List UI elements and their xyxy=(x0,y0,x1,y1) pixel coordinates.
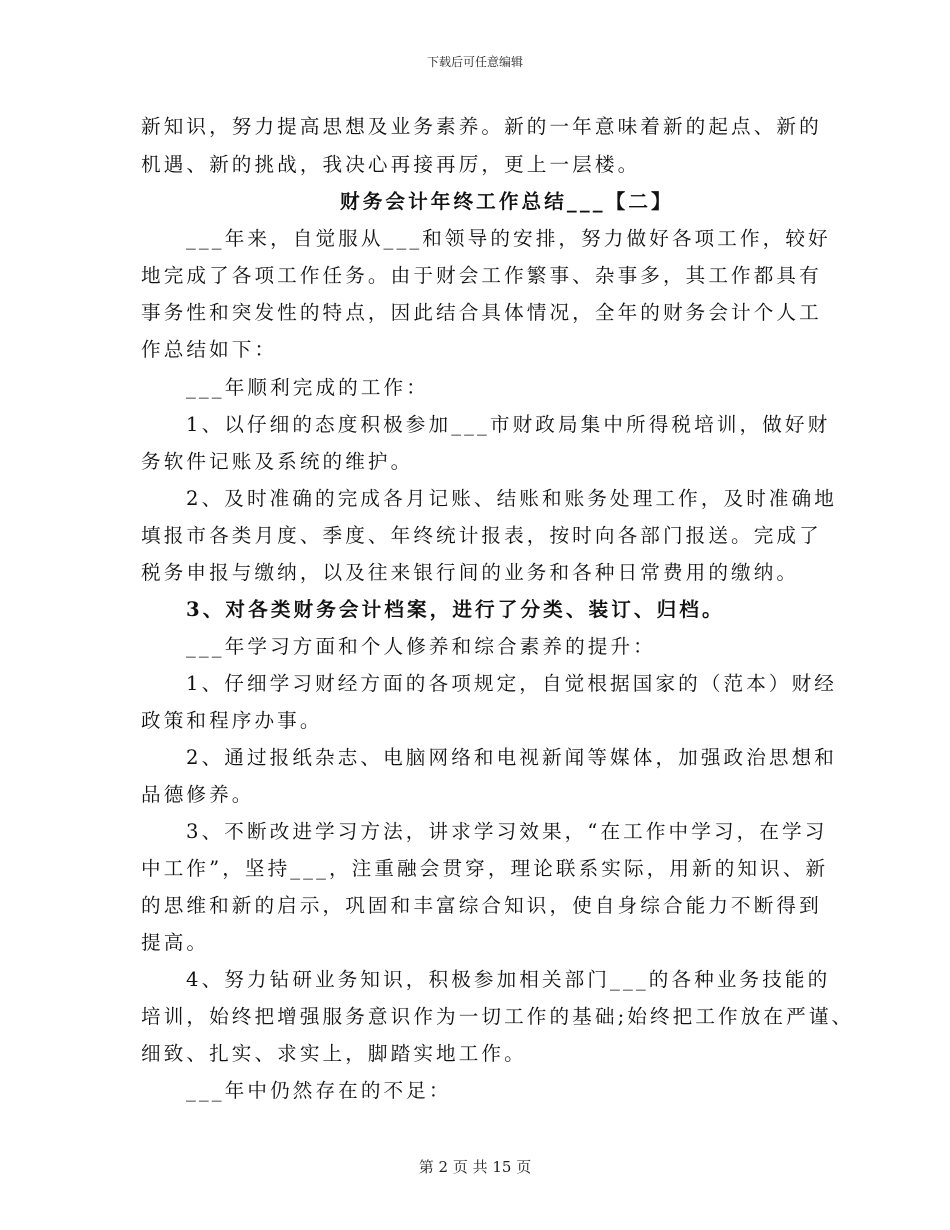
paragraph-line: 的思维和新的启示，巩固和丰富综合知识，使自身综合能力不断得到 xyxy=(141,894,822,917)
paragraph-line: 提高。 xyxy=(141,931,210,954)
paragraph-line: 2、通过报纸杂志、电脑网络和电视新闻等媒体，加强政治思想和 xyxy=(186,746,837,769)
paragraph-line: 2、及时准确的完成各月记账、结账和账务处理工作，及时准确地 xyxy=(186,487,837,510)
paragraph-line: 细致、扎实、求实上，脚踏实地工作。 xyxy=(141,1042,527,1065)
paragraph-line: ___年中仍然存在的不足： xyxy=(186,1079,452,1102)
paragraph-line: 3、不断改进学习方法，讲求学习效果，“在工作中学习，在学习 xyxy=(186,820,828,843)
section-title: 财务会计年终工作总结___【二】 xyxy=(340,190,674,213)
paragraph-line: 中工作”，坚持___，注重融会贯穿，理论联系实际，用新的知识、新 xyxy=(141,857,829,880)
paragraph-line: 4、努力钻研业务知识，积极参加相关部门___的各种业务技能的 xyxy=(186,968,831,991)
paragraph-line: 品德修养。 xyxy=(141,783,255,806)
paragraph-line: 新知识，努力提高思想及业务素养。新的一年意味着新的起点、新的 xyxy=(141,115,822,138)
page-header: 下载后可任意编辑 xyxy=(426,55,523,69)
page-footer: 第 2 页 共 15 页 xyxy=(418,1158,532,1176)
paragraph-line: 培训，始终把增强服务意识作为一切工作的基础;始终把工作放在严谨、 xyxy=(141,1005,855,1028)
paragraph-line: ___年来，自觉服从___和领导的安排，努力做好各项工作，较好 xyxy=(186,227,831,250)
paragraph-line: 地完成了各项工作任务。由于财会工作繁事、杂事多，其工作都具有 xyxy=(141,264,822,287)
bold-line: 3、对各类财务会计档案，进行了分类、装订、归档。 xyxy=(186,598,725,621)
paragraph-line: 事务性和突发性的特点，因此结合具体情况，全年的财务会计个人工 xyxy=(141,301,822,324)
paragraph-line: 1、以仔细的态度积极参加___市财政局集中所得税培训，做好财 xyxy=(186,413,831,436)
paragraph-line: 机遇、新的挑战，我决心再接再厉，更上一层楼。 xyxy=(141,153,641,176)
paragraph-line: 填报市各类月度、季度、年终统计报表，按时向各部门报送。完成了 xyxy=(141,524,822,547)
paragraph-line: 1、仔细学习财经方面的各项规定，自觉根据国家的（范本）财经 xyxy=(186,672,837,695)
paragraph-line: 政策和程序办事。 xyxy=(141,709,323,732)
paragraph-line: ___年学习方面和个人修养和综合素养的提升： xyxy=(186,635,656,658)
paragraph-line: 作总结如下： xyxy=(141,338,278,361)
paragraph-line: ___年顺利完成的工作： xyxy=(186,376,429,399)
paragraph-line: 税务申报与缴纳，以及往来银行间的业务和各种日常费用的缴纳。 xyxy=(141,561,800,584)
paragraph-line: 务软件记账及系统的维护。 xyxy=(141,450,414,473)
